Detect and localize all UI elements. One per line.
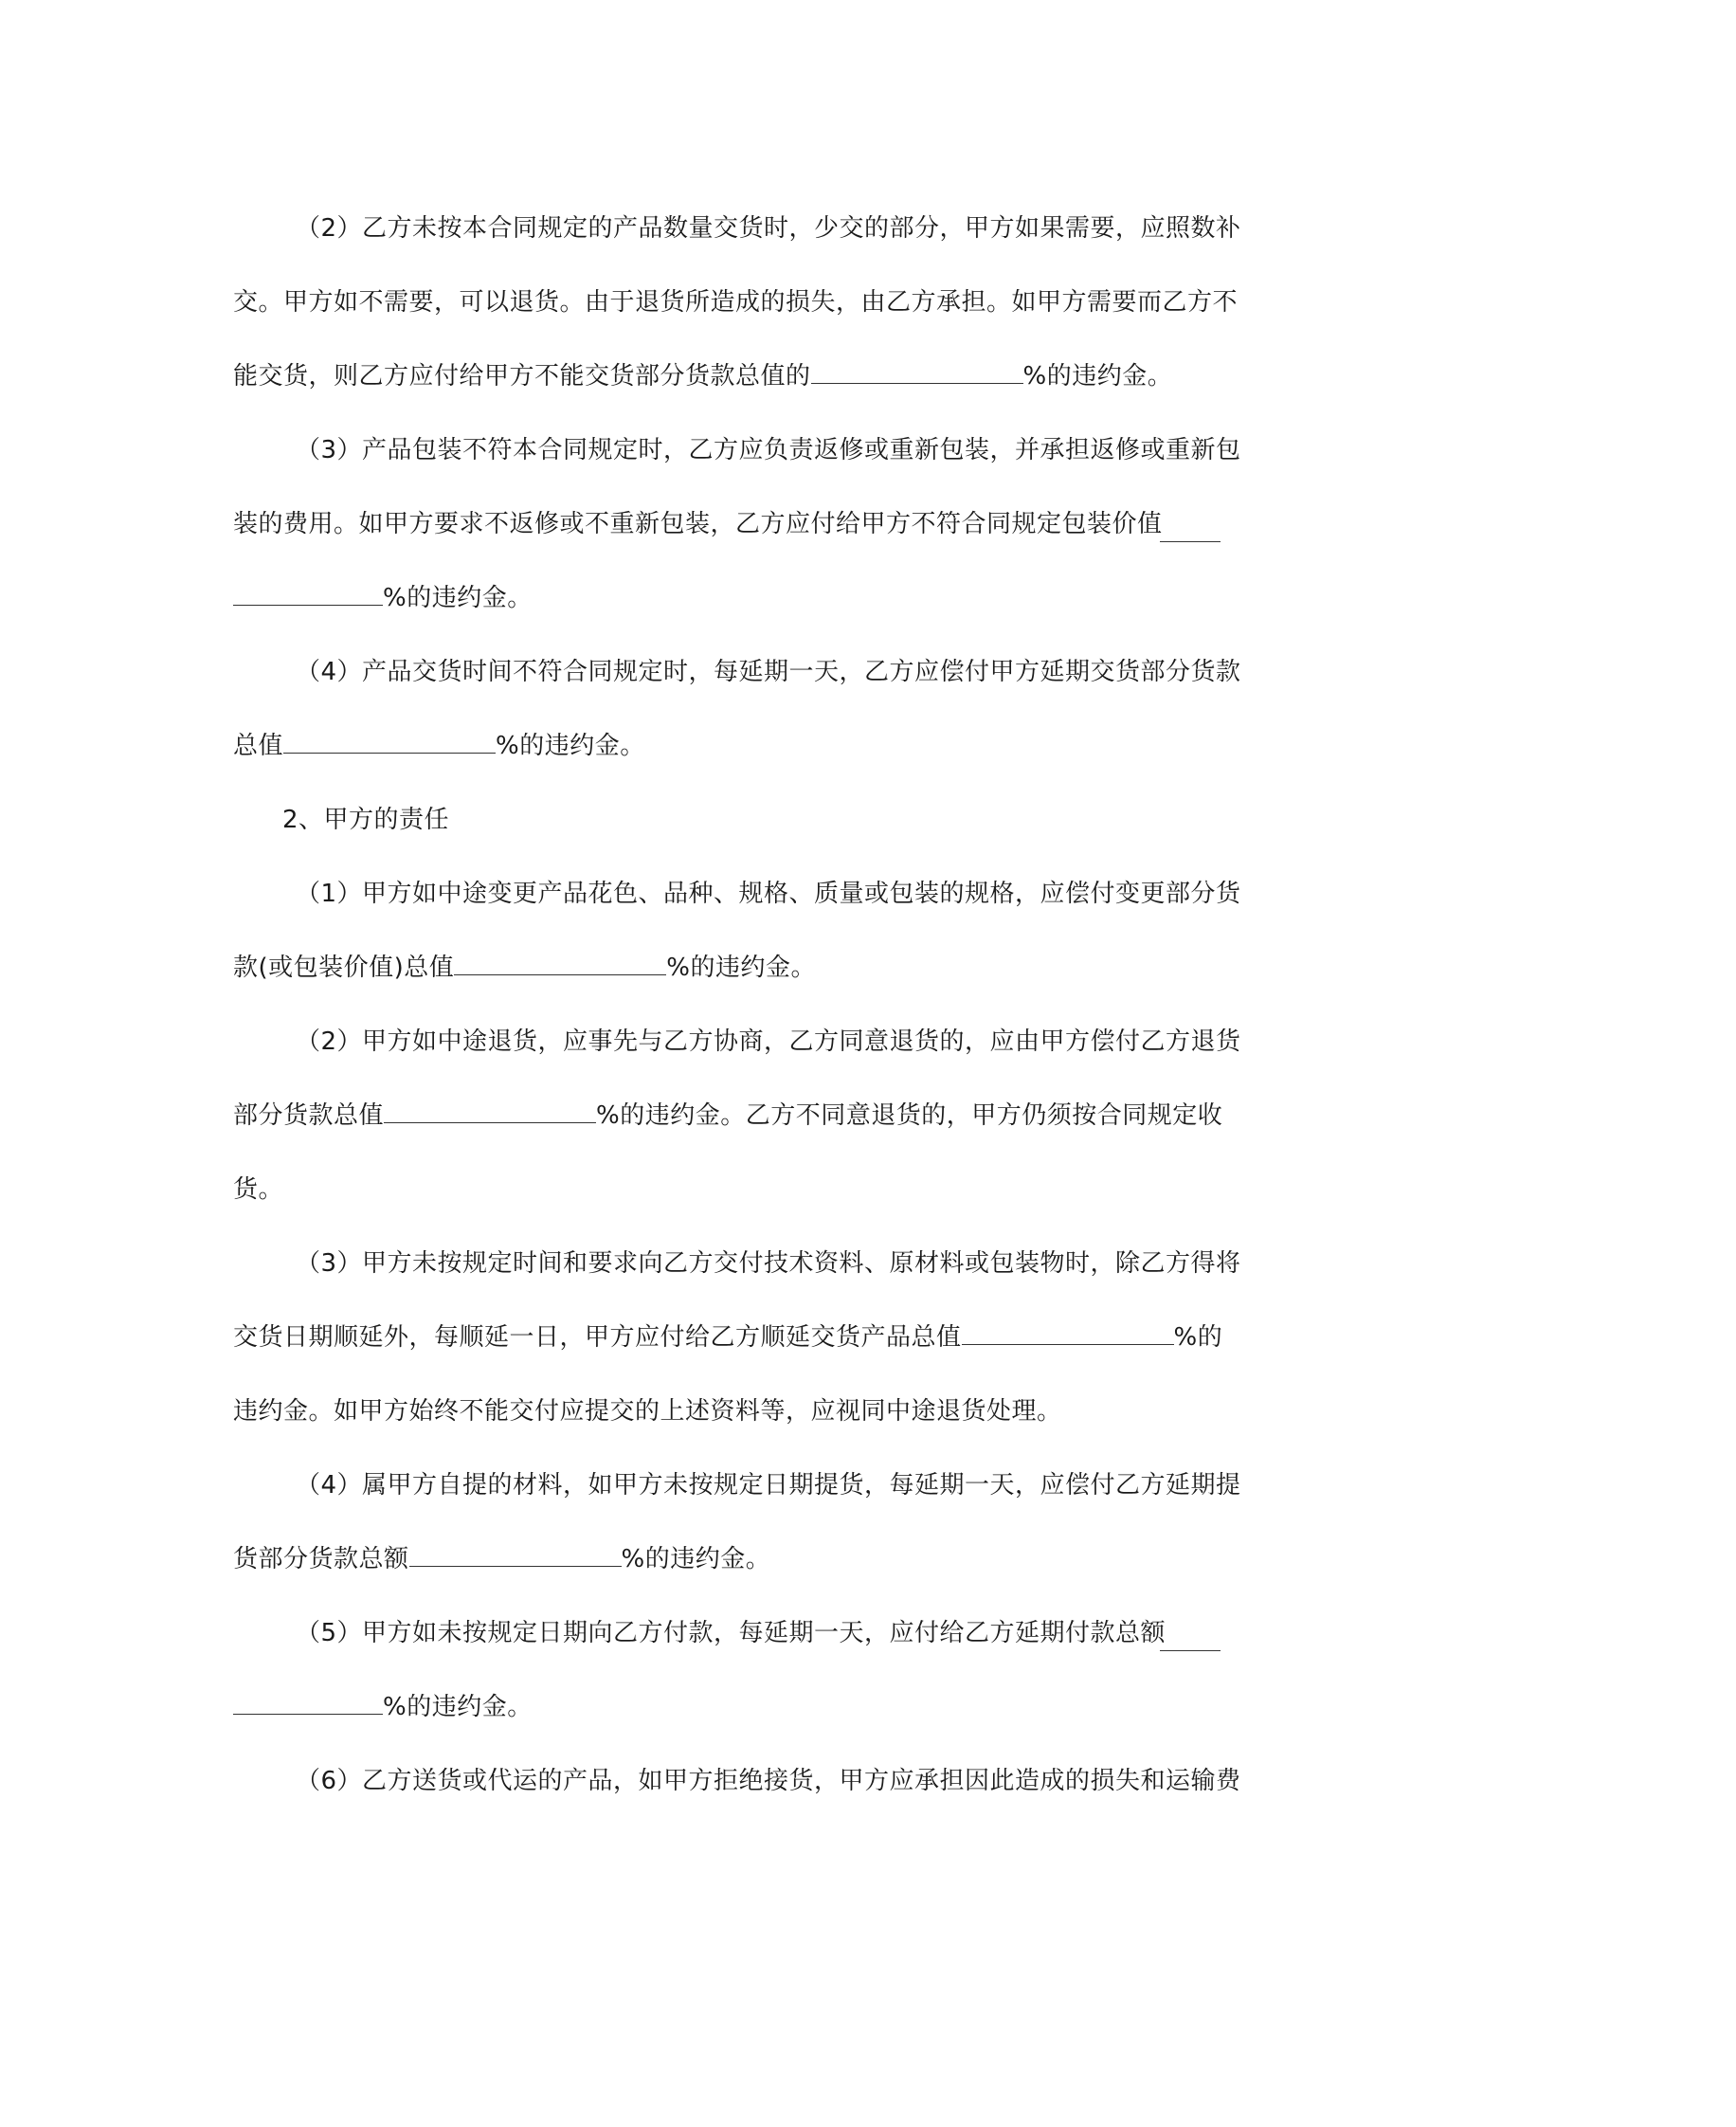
text-line: 违约金。如甲方始终不能交付应提交的上述资料等，应视同中途退货处理。 <box>233 1397 1062 1426</box>
fill-in-blank[interactable] <box>283 730 496 754</box>
text-line: （1）甲方如中途变更产品花色、品种、规格、质量或包装的规格，应偿付变更部分货 <box>296 880 1241 908</box>
fill-in-blank[interactable] <box>962 1321 1174 1345</box>
fill-in-blank[interactable] <box>811 360 1023 384</box>
section-heading: 2、甲方的责任 <box>282 806 450 834</box>
text-line <box>233 360 1172 392</box>
fill-in-blank[interactable] <box>454 952 666 975</box>
text-line <box>233 1321 1222 1354</box>
text-line <box>233 730 645 762</box>
text-line <box>233 1691 533 1723</box>
text-segment: %的违约金。 <box>383 1693 533 1721</box>
text-line: （4）产品交货时间不符合同规定时，每延期一天，乙方应偿付甲方延期交货部分货款 <box>296 658 1241 686</box>
text-segment: %的违约金。 <box>666 954 817 982</box>
text-segment: 交货日期顺延外，每顺延一日，甲方应付给乙方顺延交货产品总值 <box>233 1323 962 1352</box>
text-line: 货。 <box>233 1175 284 1204</box>
text-segment: %的违约金。 <box>383 584 533 612</box>
fill-in-blank[interactable] <box>1160 540 1221 542</box>
fill-in-blank[interactable] <box>233 1691 383 1715</box>
text-segment: 部分货款总值 <box>233 1101 385 1130</box>
text-segment: %的违约金。 <box>496 732 645 760</box>
text-segment: 能交货，则乙方应付给甲方不能交货部分货款总值的 <box>233 362 811 391</box>
text-segment: %的违约金。 <box>621 1545 771 1573</box>
text-line: （5）甲方如未按规定日期向乙方付款，每延期一天，应付给乙方延期付款总额 <box>296 1619 1166 1647</box>
text-line: （4）属甲方自提的材料，如甲方未按规定日期提货，每延期一天，应偿付乙方延期提 <box>296 1471 1241 1500</box>
text-line: 交。甲方如不需要，可以退货。由于退货所造成的损失，由乙方承担。如甲方需要而乙方不 <box>233 288 1239 317</box>
text-segment: %的 <box>1173 1323 1223 1352</box>
text-line <box>233 582 533 614</box>
text-segment: %的违约金。乙方不同意退货的，甲方仍须按合同规定收 <box>596 1101 1223 1130</box>
text-line <box>233 952 816 984</box>
text-line: （6）乙方送货或代运的产品，如甲方拒绝接货，甲方应承担因此造成的损失和运输费 <box>296 1767 1241 1795</box>
fill-in-blank[interactable] <box>384 1100 596 1123</box>
fill-in-blank[interactable] <box>409 1543 622 1567</box>
text-segment: 款(或包装价值)总值 <box>233 954 455 982</box>
text-line: （3）甲方未按规定时间和要求向乙方交付技术资料、原材料或包装物时，除乙方得将 <box>296 1249 1241 1278</box>
text-line: （2）乙方未按本合同规定的产品数量交货时，少交的部分，甲方如果需要，应照数补 <box>296 214 1241 243</box>
text-segment: 货部分货款总额 <box>233 1545 409 1573</box>
text-segment: %的违约金。 <box>1022 362 1173 391</box>
text-line: （2）甲方如中途退货，应事先与乙方协商，乙方同意退货的，应由甲方偿付乙方退货 <box>296 1027 1241 1056</box>
text-line: （3）产品包装不符本合同规定时，乙方应负责返修或重新包装，并承担返修或重新包 <box>296 436 1241 464</box>
text-line <box>233 1543 770 1575</box>
fill-in-blank[interactable] <box>1160 1649 1221 1651</box>
text-segment: 总值 <box>233 732 284 760</box>
text-line: 装的费用。如甲方要求不返修或不重新包装，乙方应付给甲方不符合同规定包装价值 <box>233 510 1163 538</box>
text-line <box>233 1100 1222 1132</box>
fill-in-blank[interactable] <box>233 582 383 606</box>
